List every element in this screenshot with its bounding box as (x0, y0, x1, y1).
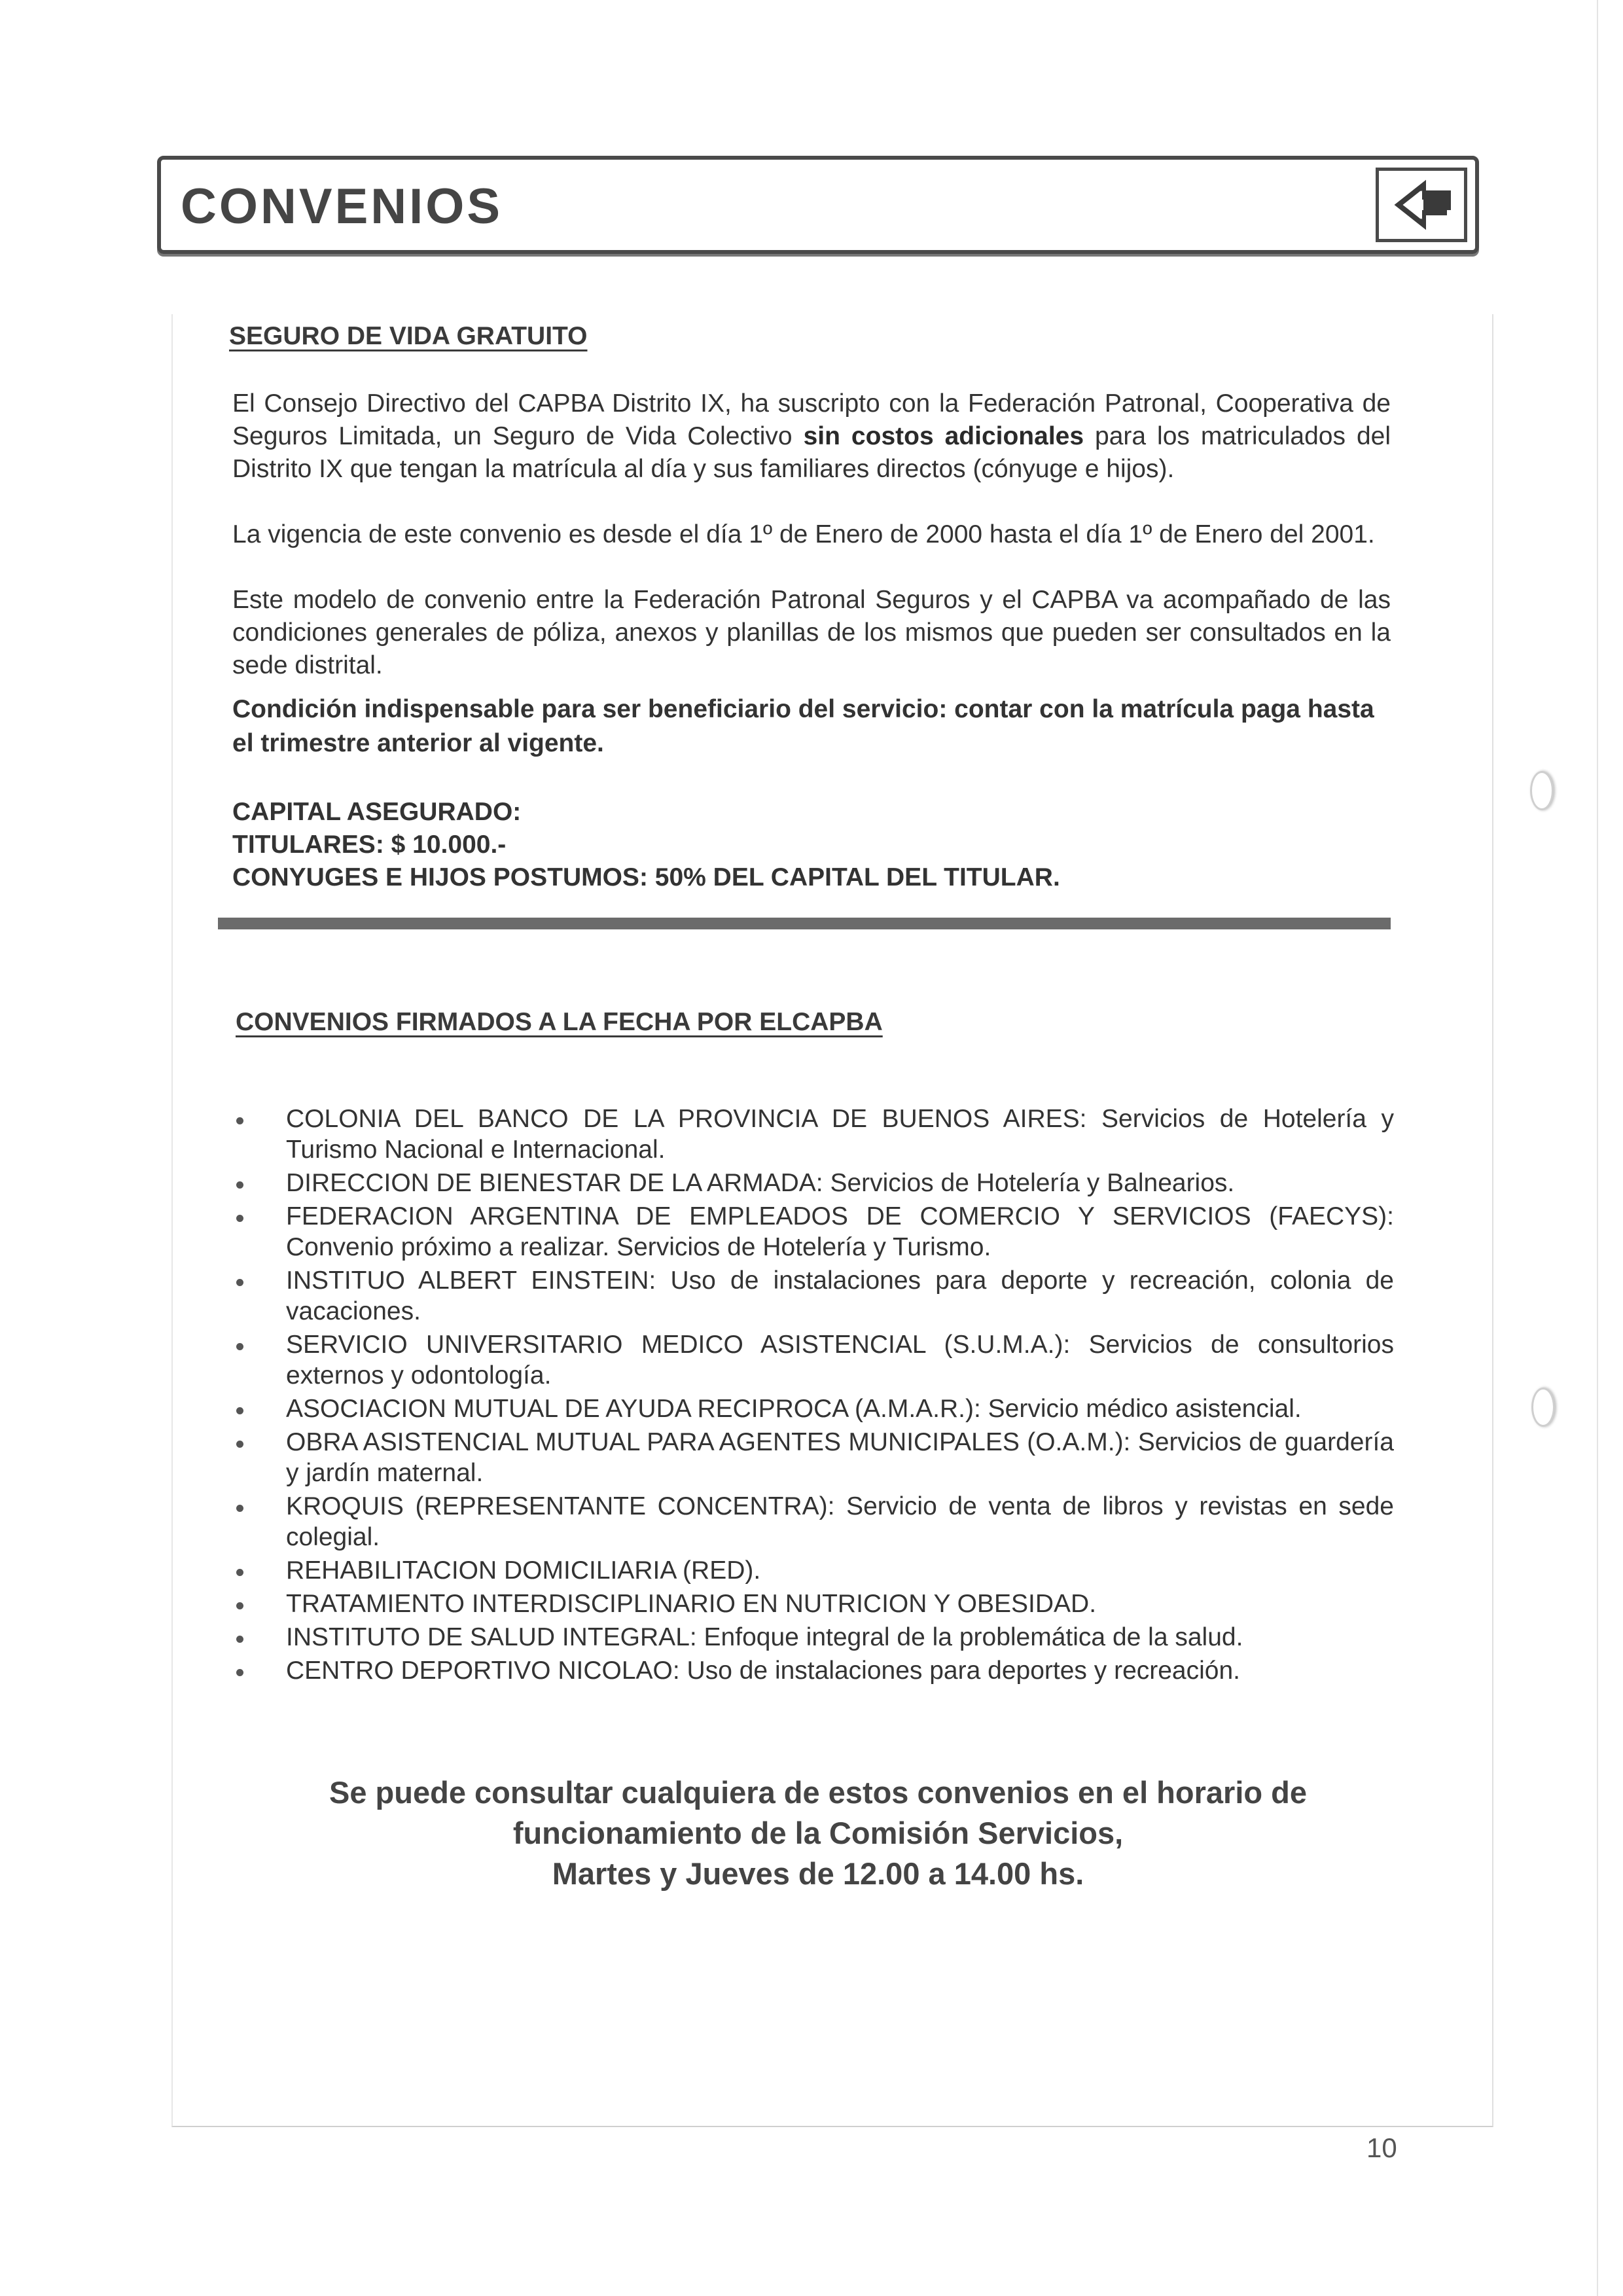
bullet-icon (236, 1441, 243, 1448)
list-item: REHABILITACION DOMICILIARIA (RED). (232, 1555, 1394, 1586)
consultation-line-2: funcionamiento de la Comisión Servicios, (512, 1816, 1124, 1850)
list-item: KROQUIS (REPRESENTANTE CONCENTRA): Servicio de venta de libros y revistas en sede colegial. (232, 1491, 1394, 1552)
seguro-heading: SEGURO DE VIDA GRATUITO (229, 322, 588, 350)
bullet-icon (236, 1505, 243, 1512)
bullet-icon (236, 1343, 243, 1350)
seguro-paragraph-3: Este modelo de convenio entre la Federación Patronal Seguros y el CAPBA va acompañado de las condiciones generales de póliza, anexos y planillas de los mismos que pueden ser consultados en la sede distrital. (232, 586, 1391, 679)
list-item: CENTRO DEPORTIVO NICOLAO: Uso de instalaciones para deportes y recreación. (232, 1655, 1394, 1686)
bullet-icon (236, 1407, 243, 1414)
punch-hole-icon (1531, 1388, 1555, 1427)
bullet-icon (236, 1669, 243, 1676)
divider (218, 918, 1391, 929)
punch-hole-icon (1530, 771, 1554, 810)
capital-conyuges: CONYUGES E HIJOS POSTUMOS: 50% DEL CAPITAL DEL TITULAR. (232, 863, 1060, 891)
list-item: FEDERACION ARGENTINA DE EMPLEADOS DE COMERCIO Y SERVICIOS (FAECYS): Convenio próximo a realizar. Servicios de Hotelería y Turismo. (232, 1201, 1394, 1263)
condition-text: Condición indispensable para ser beneficiario del servicio: contar con la matrícula paga hasta el trimestre anterior al vigente. (232, 695, 1374, 757)
seguro-paragraph-2: La vigencia de este convenio es desde el día 1º de Enero de 2000 hasta el día 1º de Enero del 2001. (232, 520, 1375, 548)
list-item: SERVICIO UNIVERSITARIO MEDICO ASISTENCIAL (S.U.M.A.): Servicios de consultorios externos y odontología. (232, 1329, 1394, 1391)
list-item: DIRECCION DE BIENESTAR DE LA ARMADA: Servicios de Hotelería y Balnearios. (232, 1168, 1394, 1198)
page-title: CONVENIOS (181, 179, 503, 234)
list-item: OBRA ASISTENCIAL MUTUAL PARA AGENTES MUNICIPALES (O.A.M.): Servicios de guardería y jardín maternal. (232, 1427, 1394, 1488)
list-item: COLONIA DEL BANCO DE LA PROVINCIA DE BUENOS AIRES: Servicios de Hotelería y Turismo Nacional e Internacional. (232, 1103, 1394, 1165)
capital-asegurado (232, 796, 1060, 894)
list-item: ASOCIACION MUTUAL DE AYUDA RECIPROCA (A.M.A.R.): Servicio médico asistencial. (232, 1393, 1394, 1424)
capba-logo-icon (1376, 168, 1467, 242)
list-item: INSTITUO ALBERT EINSTEIN: Uso de instalaciones para deporte y recreación, colonia de vacaciones. (232, 1265, 1394, 1327)
bullet-icon (236, 1181, 243, 1189)
convenios-list (232, 1103, 1394, 1689)
consultation-line-1: Se puede consultar cualquiera de estos convenios en el horario de (329, 1775, 1307, 1810)
bullet-icon (236, 1636, 243, 1643)
section-header (157, 156, 1479, 254)
consultation-line-3: Martes y Jueves de 12.00 a 14.00 hs. (552, 1856, 1084, 1891)
page-number: 10 (1366, 2132, 1397, 2163)
page-edge (1597, 0, 1598, 2296)
bullet-icon (236, 1215, 243, 1222)
convenios-heading: CONVENIOS FIRMADOS A LA FECHA POR ELCAPBA (236, 1008, 883, 1036)
list-item: TRATAMIENTO INTERDISCIPLINARIO EN NUTRICION Y OBESIDAD. (232, 1588, 1394, 1619)
bullet-icon (236, 1602, 243, 1609)
bullet-icon (236, 1117, 243, 1124)
capital-titulares: TITULARES: $ 10.000.- (232, 831, 507, 859)
list-item: INSTITUTO DE SALUD INTEGRAL: Enfoque integral de la problemática de la salud. (232, 1622, 1394, 1653)
capital-title: CAPITAL ASEGURADO: (232, 798, 522, 826)
bullet-icon (236, 1569, 243, 1576)
bullet-icon (236, 1279, 243, 1286)
seguro-paragraph-1: El Consejo Directivo del CAPBA Distrito IX, ha suscripto con la Federación Patronal, Cooperativa de Seguros Limitada, un Seguro de Vida Colectivo sin costos adicionales para los matriculados del Distrito IX que tengan la matrícula al día y sus familiares directos (cónyuge e hijos). (232, 389, 1391, 483)
consultation-note (262, 1772, 1374, 1894)
